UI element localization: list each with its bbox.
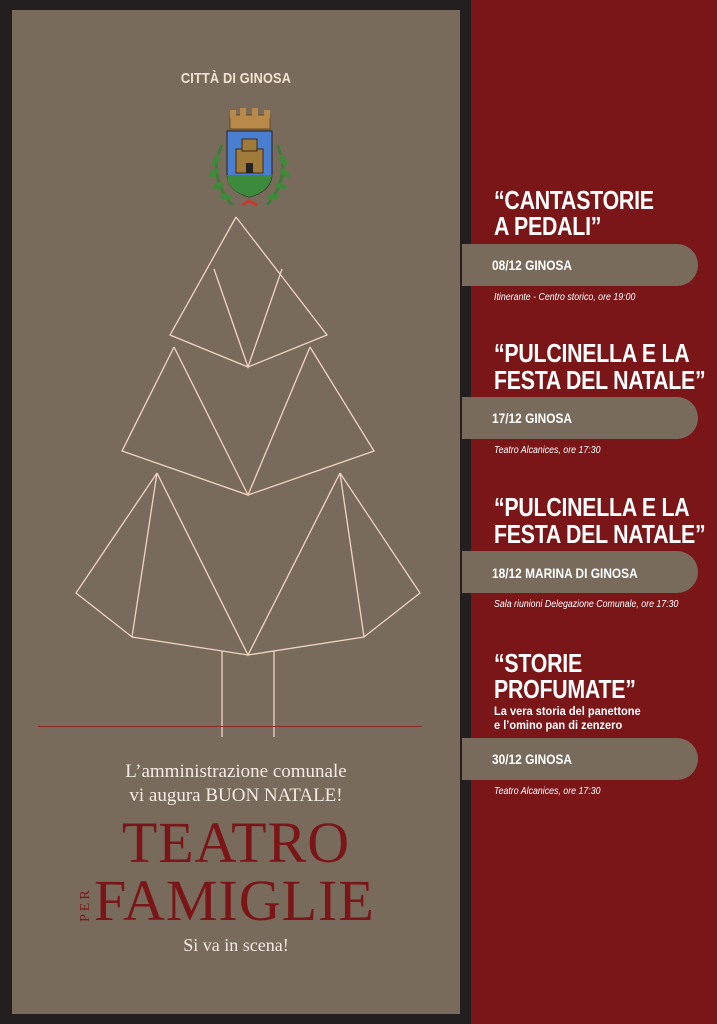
event-2-title-line-2: FESTA DEL NATALE” bbox=[494, 365, 706, 395]
event-4-subtitle-line-1: La vera storia del panettone bbox=[494, 704, 641, 718]
event-3-date: 18/12 MARINA DI GINOSA bbox=[492, 565, 638, 581]
event-2-date: 17/12 GINOSA bbox=[492, 410, 573, 426]
coat-of-arms-icon bbox=[202, 105, 297, 220]
city-name: CITTÀ DI GINOSA bbox=[180, 70, 292, 87]
greeting-line-2: vi augura BUON NATALE! bbox=[129, 785, 343, 806]
title-per: PER bbox=[78, 887, 93, 922]
event-1-venue: Itinerante - Centro storico, ore 19:00 bbox=[494, 292, 636, 303]
event-2-title-line-1: “PULCINELLA E LA bbox=[494, 338, 690, 368]
event-4-subtitle-line-2: e l’omino pan di zenzero bbox=[494, 718, 623, 732]
event-4-date: 30/12 GINOSA bbox=[492, 751, 573, 767]
title-famiglie: FAMIGLIE bbox=[94, 868, 375, 933]
event-1-date: 08/12 GINOSA bbox=[492, 257, 573, 273]
event-3-venue: Sala riunioni Delegazione Comunale, ore 17:30 bbox=[494, 599, 679, 610]
greeting-line-1: L’amministrazione comunale bbox=[125, 761, 347, 782]
event-1-title-line-1: “CANTASTORIE bbox=[494, 185, 654, 215]
divider-line bbox=[38, 726, 422, 727]
event-3-title-line-1: “PULCINELLA E LA bbox=[494, 492, 690, 522]
event-4-title-line-2: PROFUMATE” bbox=[494, 674, 636, 704]
event-3-title-line-2: FESTA DEL NATALE” bbox=[494, 519, 706, 549]
event-1-title-line-2: A PEDALI” bbox=[494, 211, 602, 241]
title-teatro: TEATRO bbox=[121, 810, 351, 875]
tagline: Si va in scena! bbox=[183, 935, 289, 955]
event-4-title-line-1: “STORIE bbox=[494, 648, 582, 678]
christmas-tree-illustration bbox=[62, 215, 434, 740]
event-2-venue: Teatro Alcanices, ore 17:30 bbox=[494, 445, 601, 456]
event-4-venue: Teatro Alcanices, ore 17:30 bbox=[494, 786, 601, 797]
